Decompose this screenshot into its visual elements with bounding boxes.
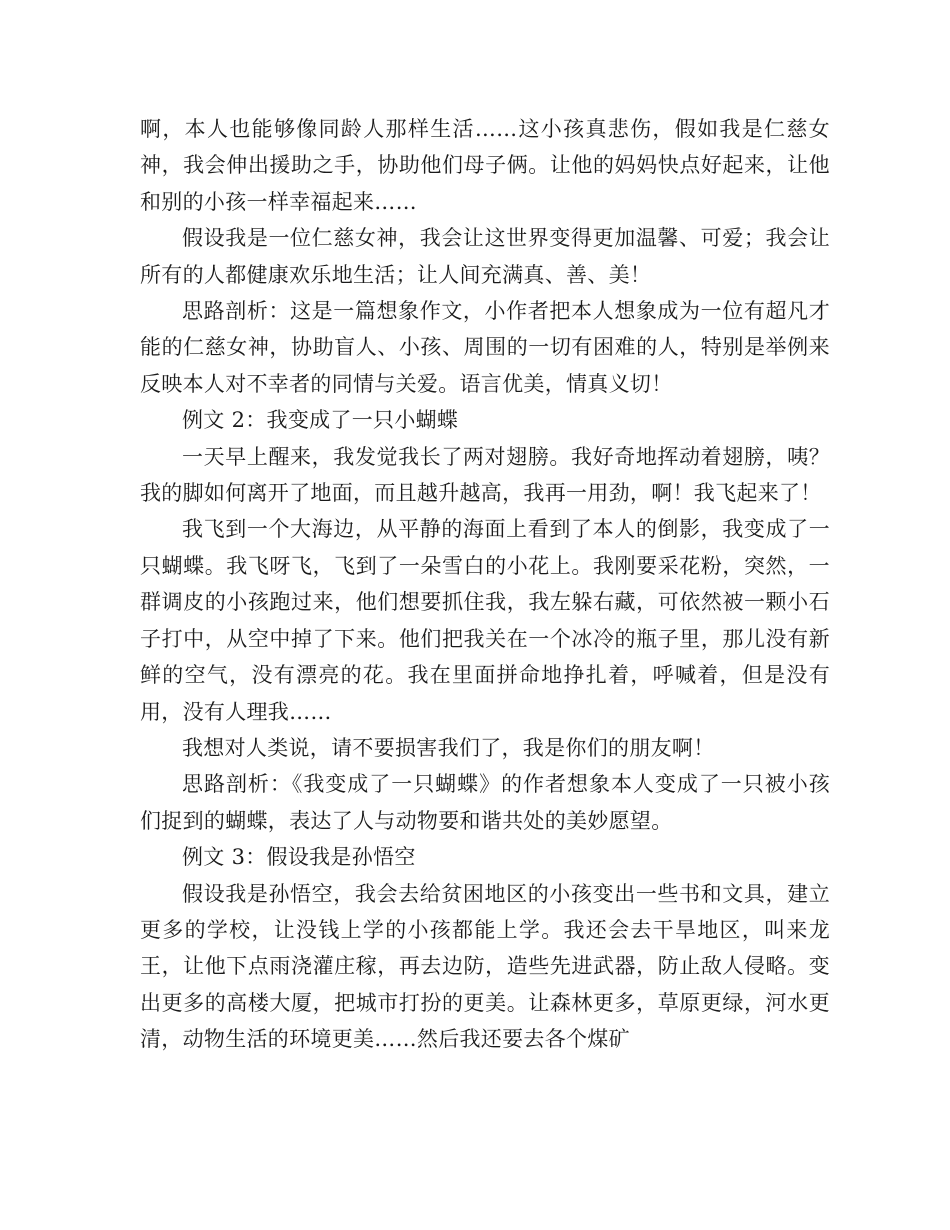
heading-example-2: 例文 2：我变成了一只小蝴蝶: [182, 408, 459, 433]
paragraph-1: 假设我是一位仁慈女神，我会让这世界变得更加温馨、可爱；我会让所有的人都健康欢乐地生活；让人间充满真、善、美！: [140, 226, 830, 287]
paragraph-6: 我想对人类说，请不要损害我们了，我是你们的朋友啊！: [182, 735, 715, 760]
paragraph-5: 我飞到一个大海边，从平静的海面上看到了本人的倒影，我变成了一只蝴蝶。我飞呀飞，飞到了一朵雪白的小花上。我刚要采花粉，突然，一群调皮的小孩跑过来，他们想要抓住我，我左躲右藏，可依然被一颗小石子打中，从空中掉了下来。他们把我关在一个冰冷的瓶子里，那儿没有新鲜的空气，没有漂亮的花。我在里面拼命地挣扎着，呼喊着，但是没有用，没有人理我……: [140, 517, 830, 724]
paragraph-4: 一天早上醒来，我发觉我长了两对翅膀。我好奇地挥动着翅膀，咦？我的脚如何离开了地面，而且越升越高，我再一用劲，啊！我飞起来了！: [140, 444, 830, 506]
paragraph-7: 思路剖析：《我变成了一只蝴蝶》的作者想象本人变成了一只被小孩们捉到的蝴蝶，表达了人与动物要和谐共处的美妙愿望。: [140, 772, 830, 833]
paragraph-0: 啊，本人也能够像同龄人那样生活……这小孩真悲伤，假如我是仁慈女神，我会伸出援助之手，协助他们母子俩。让他的妈妈快点好起来，让他和别的小孩一样幸福起来……: [140, 117, 830, 214]
paragraph-9: 假设我是孙悟空，我会去给贫困地区的小孩变出一些书和文具，建立更多的学校，让没钱上学的小孩都能上学。我还会去干旱地区，叫来龙王，让他下点雨浇灌庄稼，再去边防，造些先进武器，防止敌人侵略。变出更多的高楼大厦，把城市打扮的更美。让森林更多，草原更绿，河水更清，动物生活的环境更美……然后我还要去各个煤矿: [140, 881, 830, 1052]
heading-example-3: 例文 3：假设我是孙悟空: [182, 845, 416, 870]
paragraph-2: 思路剖析：这是一篇想象作文，小作者把本人想象成为一位有超凡才能的仁慈女神，协助盲人、小孩、周围的一切有困难的人，特别是举例来反映本人对不幸者的同情与关爱。语言优美，情真义切！: [140, 299, 830, 396]
document-body: [140, 111, 830, 1058]
